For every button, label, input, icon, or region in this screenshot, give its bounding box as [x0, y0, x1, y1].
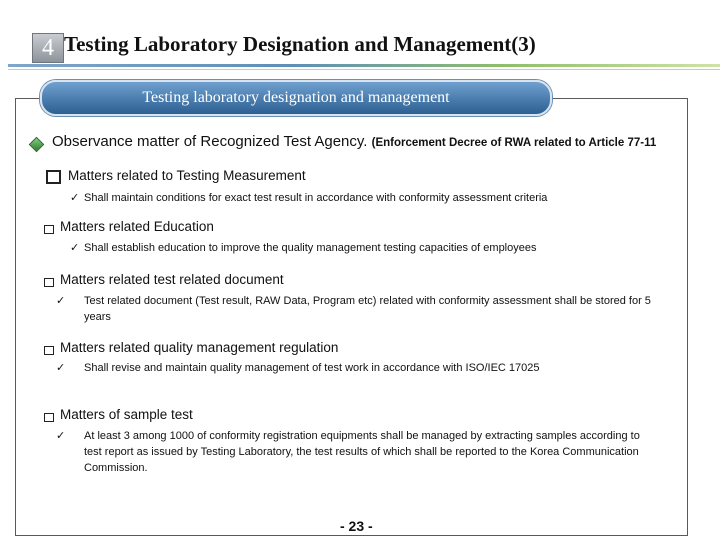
list-item: ✓ Shall establish education to improve the quality management testing capacities of employees	[70, 242, 537, 254]
checkbox-square-icon	[44, 413, 54, 422]
section-heading: Matters related Education	[60, 219, 214, 234]
check-icon: ✓	[56, 430, 66, 442]
title-underline-thin	[8, 69, 720, 70]
observance-heading	[52, 133, 656, 150]
checkbox-square-icon	[44, 278, 54, 287]
checkbox-square-icon	[44, 225, 54, 234]
checkbox-square-icon	[44, 346, 54, 355]
page-title: Testing Laboratory Designation and Management(3)	[64, 32, 536, 56]
check-icon: ✓	[70, 242, 80, 254]
observance-main: Observance matter of Recognized Test Agency.	[52, 133, 368, 150]
banner-label: Testing laboratory designation and management	[40, 80, 552, 116]
section-heading: Matters related quality management regulation	[60, 340, 339, 355]
section-heading: Matters of sample test	[60, 407, 193, 422]
list-item: ✓ Shall revise and maintain quality management of test work in accordance with ISO/IEC 17025	[56, 362, 540, 374]
checkbox-square-icon	[46, 170, 61, 184]
section-heading: Matters related test related document	[60, 272, 284, 287]
page-number: - 23 -	[340, 518, 373, 534]
check-icon: ✓	[56, 362, 66, 374]
title-underline	[8, 64, 720, 67]
section-number-badge: 4	[32, 33, 64, 63]
observance-note: (Enforcement Decree of RWA related to Article 77-11	[371, 137, 657, 149]
section-heading: Matters related to Testing Measurement	[68, 168, 306, 183]
list-item: ✓ Test related document (Test result, RAW Data, Program etc) related with conformity assessment shall be stored for 5 years	[56, 295, 651, 323]
list-item: ✓ At least 3 among 1000 of conformity registration equipments shall be managed by extracting samples according to test report as issued by Testing Laboratory, the test results of which shall be reported to the Korea Communication Commission.	[56, 430, 640, 474]
check-icon: ✓	[56, 295, 66, 307]
list-item: ✓ Shall maintain conditions for exact test result in accordance with conformity assessment criteria	[70, 192, 548, 204]
check-icon: ✓	[70, 192, 80, 204]
